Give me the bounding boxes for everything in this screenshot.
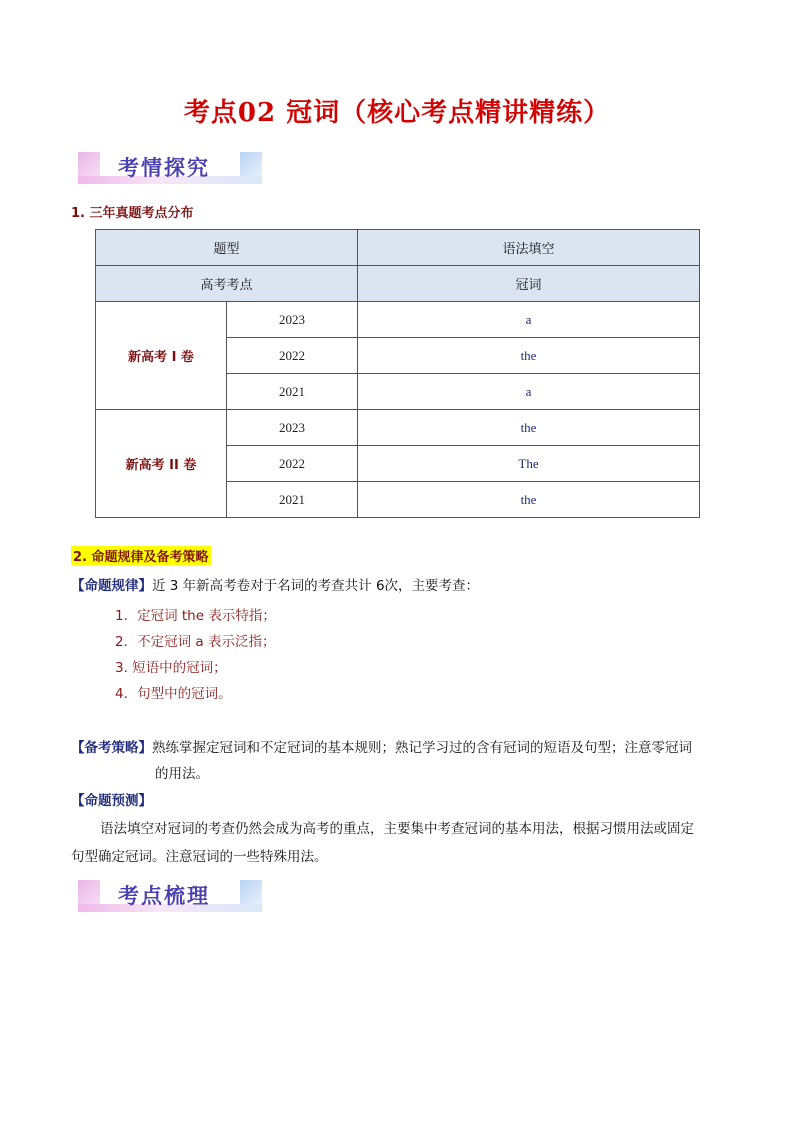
- answer-cell: a: [358, 374, 700, 410]
- exam-distribution-table: [95, 229, 700, 518]
- answer-cell: The: [358, 446, 700, 482]
- forecast-text: 语法填空对冠词的考查仍然会成为高考的重点，主要集中考查冠词的基本用法，根据习惯用法或固定: [100, 821, 694, 837]
- table-row: [96, 410, 700, 446]
- year-cell: 2021: [227, 482, 358, 518]
- table-row: [96, 302, 700, 338]
- forecast-tag: 【命题预测】: [71, 793, 152, 809]
- strategy-tag: 【备考策略】: [71, 740, 152, 756]
- list-item: 3. 短语中的冠词；: [115, 660, 227, 676]
- year-cell: 2022: [227, 338, 358, 374]
- page-title: 考点02 冠词（核心考点精讲精练）: [183, 98, 611, 128]
- answer-cell: the: [358, 410, 700, 446]
- list-item: 2．不定冠词 a 表示泛指；: [115, 634, 276, 650]
- section-banner-exam-analysis: [78, 152, 262, 186]
- table-header-cell: 冠词: [358, 266, 700, 302]
- section-banner-label: 考情探究: [118, 156, 210, 180]
- banner-decoration: [78, 880, 100, 904]
- banner-decoration: [240, 152, 262, 176]
- rule-tag: 【命题规律】: [71, 578, 152, 594]
- table-row: [96, 230, 700, 266]
- rule-text: 近 3 年新高考卷对于名词的考查共计 6次，主要考查：: [152, 578, 480, 594]
- list-item: 1．定冠词 the 表示特指；: [115, 608, 276, 624]
- answer-cell: the: [358, 338, 700, 374]
- exam-group-label: 新高考 II 卷: [96, 410, 227, 518]
- strategy-text-continued: 的用法。: [155, 766, 209, 782]
- strategy-text: 熟练掌握定冠词和不定冠词的基本规则；熟记学习过的含有冠词的短语及句型；注意零冠词: [152, 740, 692, 756]
- year-cell: 2023: [227, 302, 358, 338]
- table-header-cell: 语法填空: [358, 230, 700, 266]
- year-cell: 2023: [227, 410, 358, 446]
- exam-group-label: 新高考 I 卷: [96, 302, 227, 410]
- table-header-cell: 高考考点: [96, 266, 358, 302]
- banner-decoration: [78, 152, 100, 176]
- section-banner-key-points: [78, 880, 262, 914]
- list-item: 4．句型中的冠词。: [115, 686, 232, 702]
- rule-paragraph: [71, 574, 479, 594]
- banner-decoration: [240, 880, 262, 904]
- forecast-paragraph: [71, 789, 152, 809]
- table-row: [96, 266, 700, 302]
- answer-cell: a: [358, 302, 700, 338]
- section-banner-label: 考点梳理: [118, 884, 210, 908]
- strategy-paragraph: [71, 736, 692, 756]
- answer-cell: the: [358, 482, 700, 518]
- section-heading-distribution: 1. 三年真题考点分布: [71, 206, 194, 221]
- year-cell: 2022: [227, 446, 358, 482]
- table-header-cell: 题型: [96, 230, 358, 266]
- year-cell: 2021: [227, 374, 358, 410]
- section-heading-strategy: 2. 命题规律及备考策略: [71, 546, 211, 565]
- forecast-text-continued: 句型确定冠词。注意冠词的一些特殊用法。: [71, 849, 328, 865]
